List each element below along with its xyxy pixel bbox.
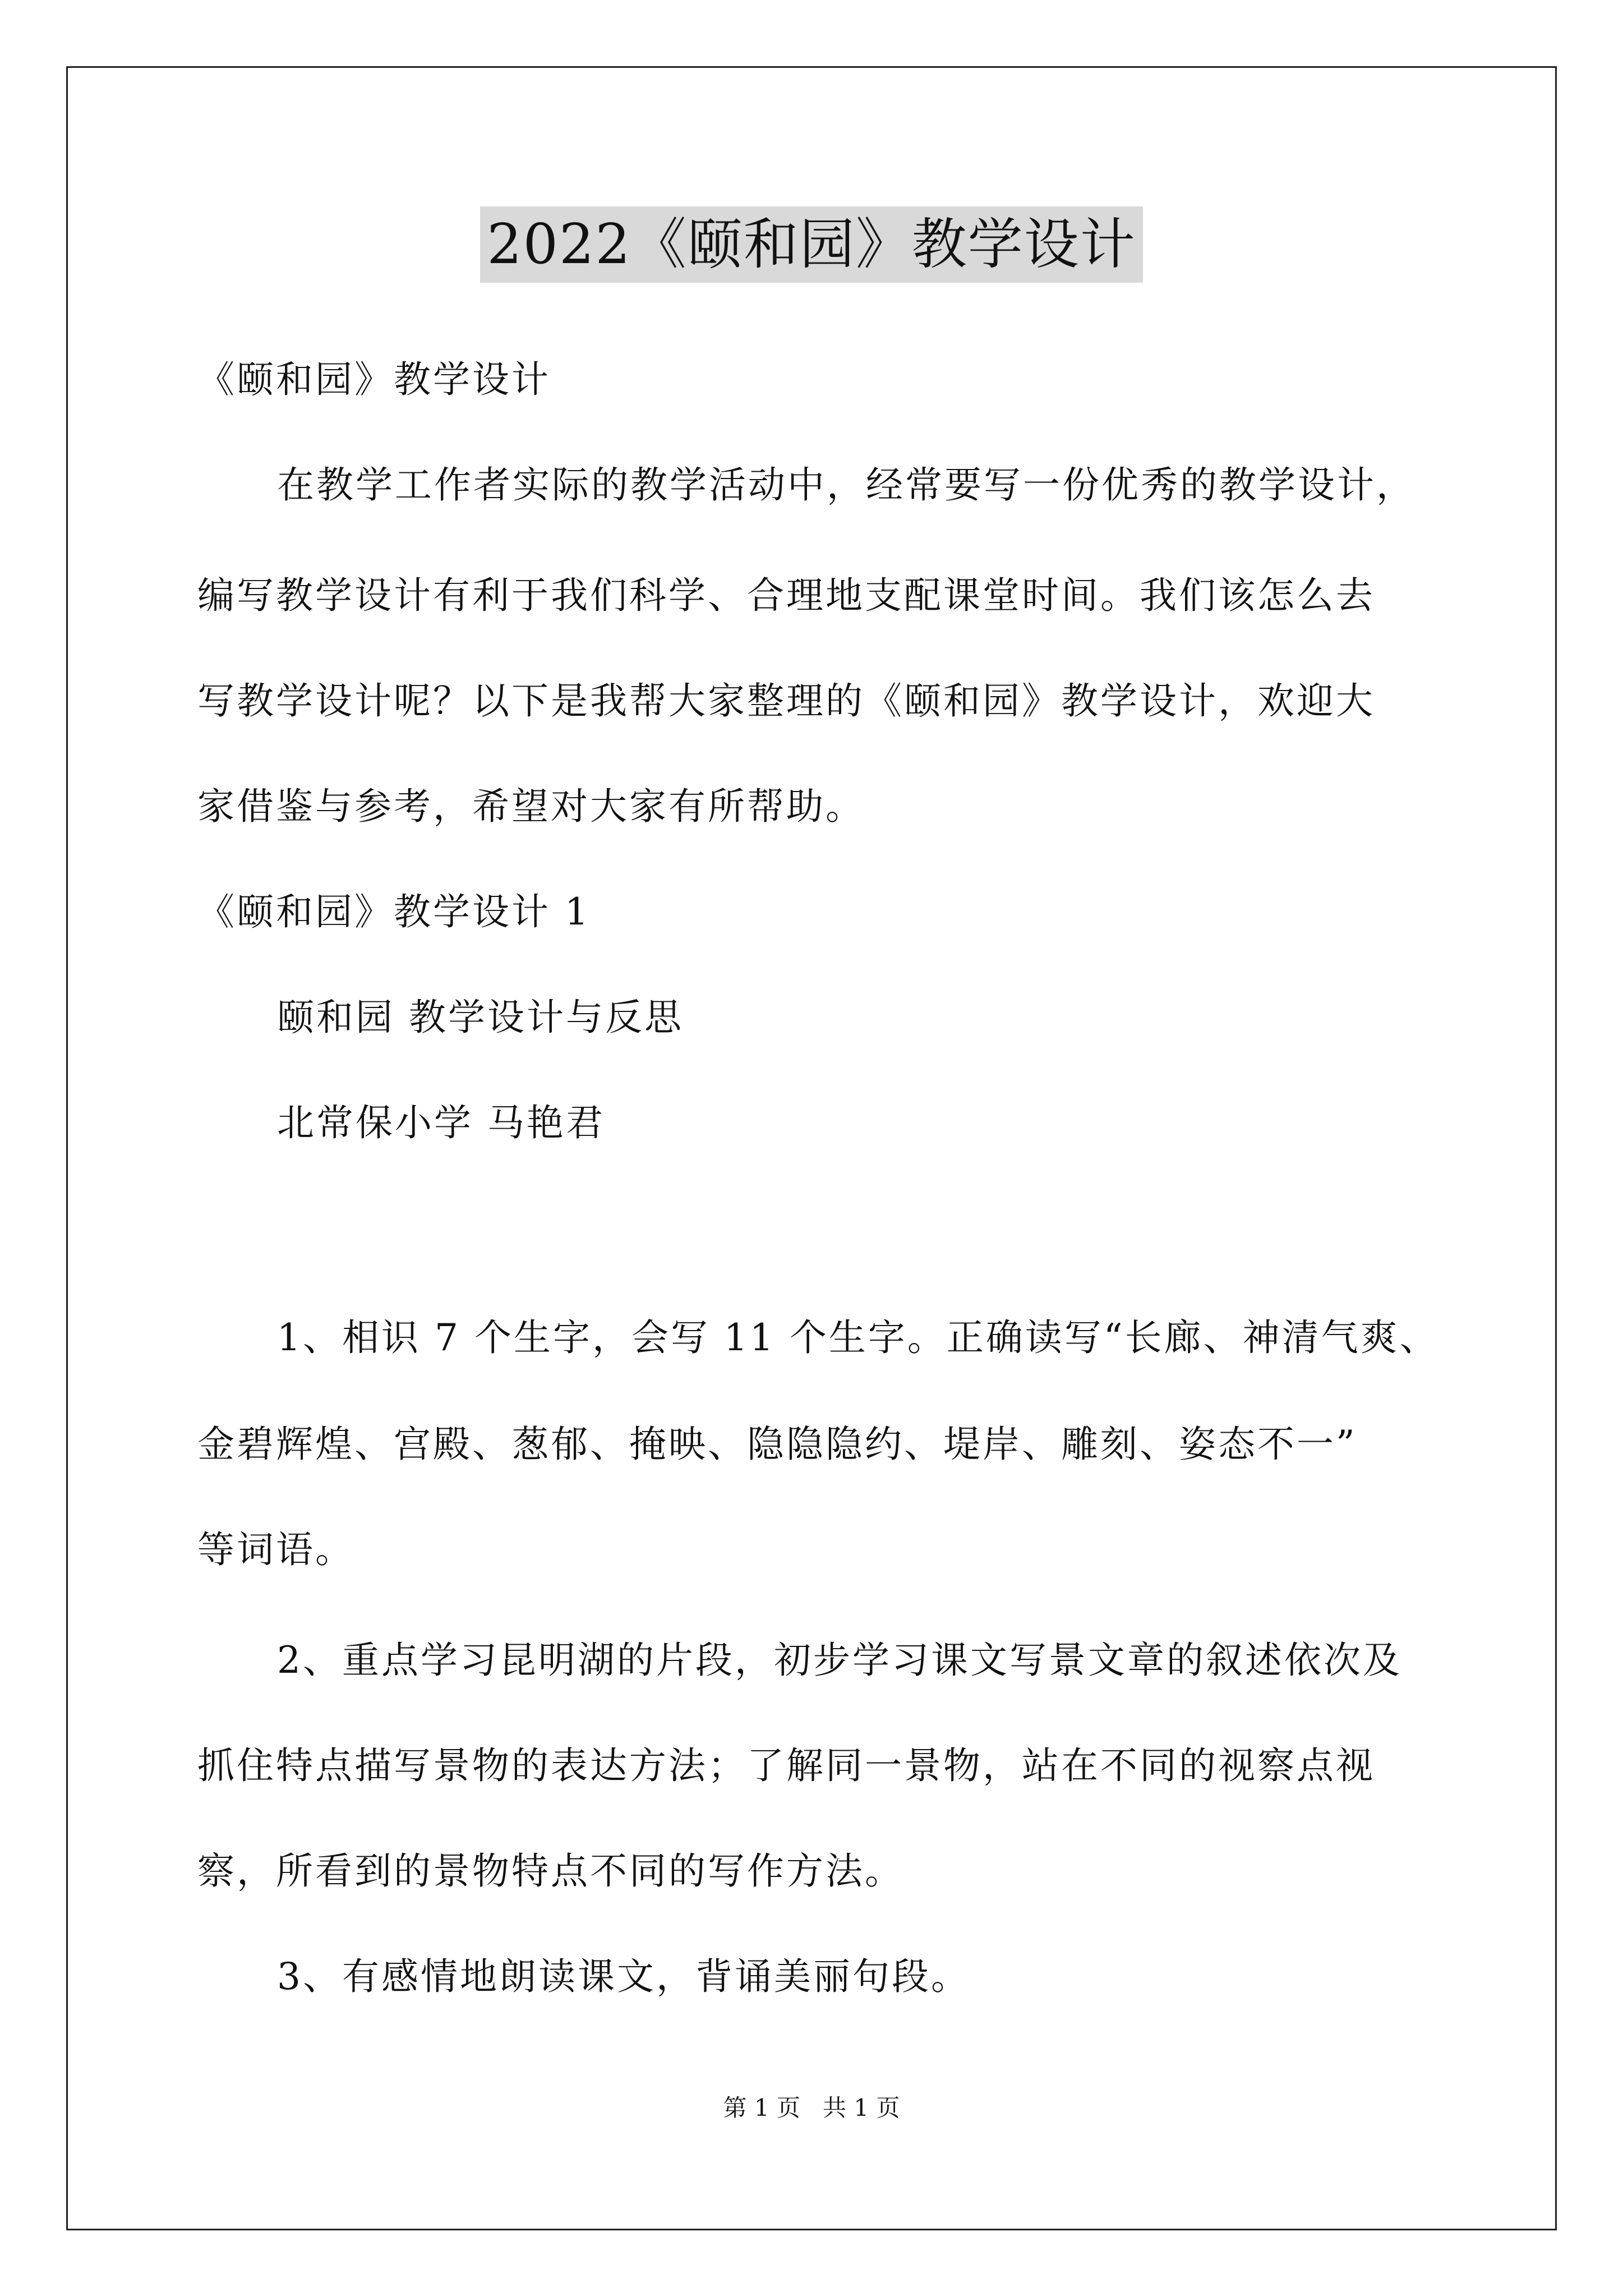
goal-2-line-2: 抓住特点描写景物的表达方法；了解同一景物，站在不同的视察点视 bbox=[197, 1744, 1375, 1787]
section-heading: 《颐和园》教学设计 1 bbox=[197, 890, 591, 933]
goal-2-line-3: 察，所看到的景物特点不同的写作方法。 bbox=[197, 1849, 904, 1893]
goal-2-line-1: 2、重点学习昆明湖的片段，初步学习课文写景文章的叙述依次及 bbox=[277, 1639, 1402, 1682]
document-title bbox=[0, 206, 1623, 283]
page-footer: 第 1 页 共 1 页 bbox=[723, 2094, 900, 2122]
goal-1-line-1: 1、相识 7 个生字，会写 11 个生字。正确读写“长廊、神清气爽、 bbox=[277, 1316, 1439, 1359]
document-title-text: 2022《颐和园》教学设计 bbox=[480, 206, 1142, 283]
intro-line-4: 家借鉴与参考，希望对大家有所帮助。 bbox=[197, 785, 865, 828]
intro-line-3: 写教学设计呢？以下是我帮大家整理的《颐和园》教学设计，欢迎大 bbox=[197, 679, 1375, 723]
intro-line-2: 编写教学设计有利于我们科学、合理地支配课堂时间。我们该怎么去 bbox=[197, 574, 1375, 617]
goal-1-line-3: 等词语。 bbox=[197, 1528, 354, 1571]
lesson-title: 颐和园 教学设计与反思 bbox=[277, 996, 684, 1039]
subtitle-line: 《颐和园》教学设计 bbox=[197, 358, 551, 401]
goal-1-line-2: 金碧辉煌、宫殿、葱郁、掩映、隐隐隐约、堤岸、雕刻、姿态不一” bbox=[197, 1423, 1357, 1466]
intro-line-1: 在教学工作者实际的教学活动中，经常要写一份优秀的教学设计， bbox=[277, 463, 1415, 507]
author-line: 北常保小学 马艳君 bbox=[277, 1101, 605, 1144]
goal-3-line-1: 3、有感情地朗读课文，背诵美丽句段。 bbox=[277, 1955, 970, 1998]
